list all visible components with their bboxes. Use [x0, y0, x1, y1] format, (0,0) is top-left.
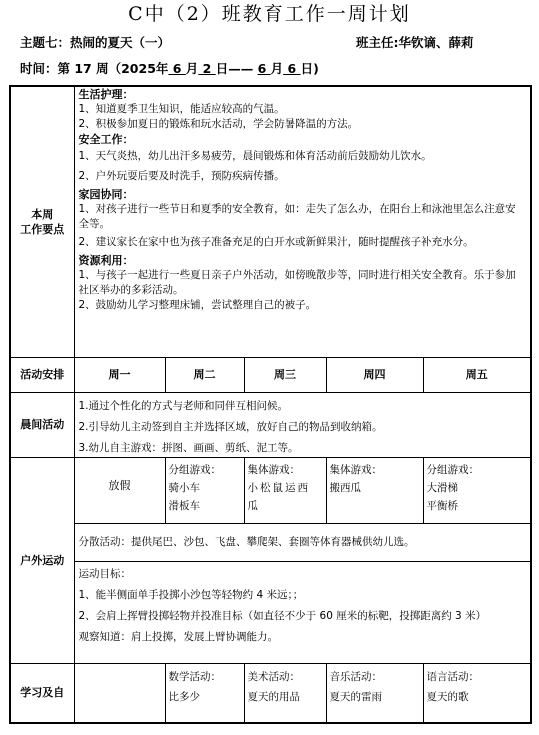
list-item: 2、建议家长在家中也为孩子准备充足的白开水或新鲜果汁，随时提醒孩子补充水分。: [78, 236, 474, 248]
activity-name: 骑小车: [168, 481, 200, 494]
time-prefix: 时间：第 17 周（2025年: [20, 61, 169, 76]
goal-title: 运动目标：: [78, 567, 131, 580]
activity-type: 分组游戏：: [168, 463, 221, 476]
end-month-unit: 月: [270, 61, 284, 76]
list-item: 1、与孩子一起进行一些夏日亲子户外活动，如傍晚散步等，同时进行相关安全教育。乐于参加社区举办的多彩活动。: [78, 269, 516, 296]
list-item: 1、对孩子进行一些节日和夏季的安全教育，如：走失了怎么办，在阳台上和泳池里怎么注意安全等。: [78, 203, 516, 230]
activity-name: 夏天的歌: [426, 690, 469, 703]
morning-label: 晨间活动: [10, 392, 74, 457]
activity-name: 夏天的用品: [247, 690, 300, 703]
wednesday-outdoor: [244, 457, 326, 523]
list-item: 1、知道夏季卫生知识，能适应较高的气温。: [78, 103, 285, 115]
activity-name: 小松鼠运西: [247, 481, 310, 494]
end-month: 6: [257, 61, 271, 76]
outdoor-goals-row: [10, 561, 531, 663]
activity-type: 美术活动：: [247, 670, 300, 683]
section-title: 生活护理：: [78, 88, 134, 101]
teacher-label: 班主任:华钦谪、薛莉: [356, 35, 474, 50]
goal-item: 2、会肩上挥臂投掷轻物并投准目标（如直径不少于 60 厘米的标靶，投掷距离约 3 米）: [78, 609, 487, 622]
day-header: 周一: [74, 357, 165, 392]
section-title: 家园协同：: [78, 188, 134, 201]
section-title: 资源利用：: [78, 254, 134, 267]
time-mid: 日——: [215, 61, 258, 76]
tuesday-outdoor: [165, 457, 244, 523]
outdoor-scatter-row: [10, 523, 531, 561]
weekly-plan-table: [9, 85, 532, 724]
start-month: 6: [168, 61, 186, 76]
morning-content: [74, 392, 531, 457]
activity-type: 分组游戏：: [426, 463, 479, 476]
schedule-header-row: [10, 357, 531, 392]
activity-type: 数学活动：: [168, 670, 221, 683]
start-month-unit: 月: [185, 61, 199, 76]
outdoor-label: 户外运动: [10, 457, 74, 663]
day-header: 周三: [244, 357, 326, 392]
activity-name: 瓜: [247, 499, 258, 512]
time-line: [20, 61, 319, 77]
list-item: 2、积极参加夏日的锻炼和玩水活动，学会防暑降温的方法。: [78, 118, 359, 130]
activity-name: 搬西瓜: [329, 481, 361, 494]
wednesday-study: [244, 663, 326, 723]
thursday-outdoor: [326, 457, 423, 523]
focus-label: [10, 86, 74, 357]
goal-item: 1、能半侧面单手投掷小沙包等轻物约 4 米远；；: [78, 588, 304, 601]
tuesday-study: [165, 663, 244, 723]
activity-name: 平衡桥: [426, 499, 458, 512]
morning-row: [10, 392, 531, 457]
day-header: 周四: [326, 357, 423, 392]
friday-study: [423, 663, 531, 723]
study-label: 学习及自: [10, 663, 74, 723]
list-item: 2、户外玩耍后要及时洗手，预防疾病传播。: [78, 170, 285, 182]
focus-label-line2: 工作要点: [20, 222, 65, 236]
time-suffix: 日): [300, 61, 319, 76]
list-item: 2.引导幼儿主动签到自主并选择区域，放好自己的物品到收纳箱。: [78, 420, 383, 433]
list-item: 3.幼儿自主游戏：拼图、画画、剪纸、泥工等。: [78, 441, 299, 454]
focus-row: [10, 86, 531, 357]
day-header: 周五: [423, 357, 531, 392]
schedule-label: 活动安排: [10, 357, 74, 392]
activity-type: 集体游戏：: [247, 463, 300, 476]
sport-goals: [74, 561, 531, 663]
theme-label: 主题七：热闹的夏天（一）: [20, 35, 171, 50]
end-day: 6: [283, 61, 301, 76]
focus-content: [74, 86, 531, 357]
scatter-text: 分散活动：提供尾巴、沙包、飞盘、攀爬架、套圈等体育器械供幼儿选。: [78, 536, 415, 548]
monday-outdoor: 放假: [74, 457, 165, 523]
activity-name: 滑板车: [168, 499, 200, 512]
activity-type: 音乐活动：: [329, 670, 382, 683]
day-header: 周二: [165, 357, 244, 392]
monday-study: [74, 663, 165, 723]
study-row: [10, 663, 531, 723]
friday-outdoor: [423, 457, 531, 523]
start-day: 2: [198, 61, 216, 76]
section-title: 安全工作：: [78, 133, 134, 146]
thursday-study: [326, 663, 423, 723]
outdoor-games-row: [10, 457, 531, 523]
activity-type: 集体游戏：: [329, 463, 382, 476]
activity-name: 夏天的雷雨: [329, 690, 382, 703]
activity-name: 大滑梯: [426, 481, 458, 494]
list-item: 1.通过个性化的方式与老师和同伴互相问候。: [78, 399, 289, 412]
activity-type: 语言活动：: [426, 670, 479, 683]
activity-name: 比多少: [168, 690, 200, 703]
focus-label-line1: 本周: [31, 207, 54, 221]
scatter-activity: [74, 523, 531, 561]
goal-observe: 观察知道：肩上投掷，发展上臂协调能力。: [78, 630, 278, 643]
page-title: C中（2）班教育工作一周计划: [128, 3, 411, 25]
list-item: 2、鼓励幼儿学习整理床铺，尝试整理自己的被子。: [78, 299, 317, 311]
list-item: 1、天气炎热，幼儿出汗多易疲劳，晨间锻炼和体育活动前后鼓励幼儿饮水。: [78, 150, 432, 162]
